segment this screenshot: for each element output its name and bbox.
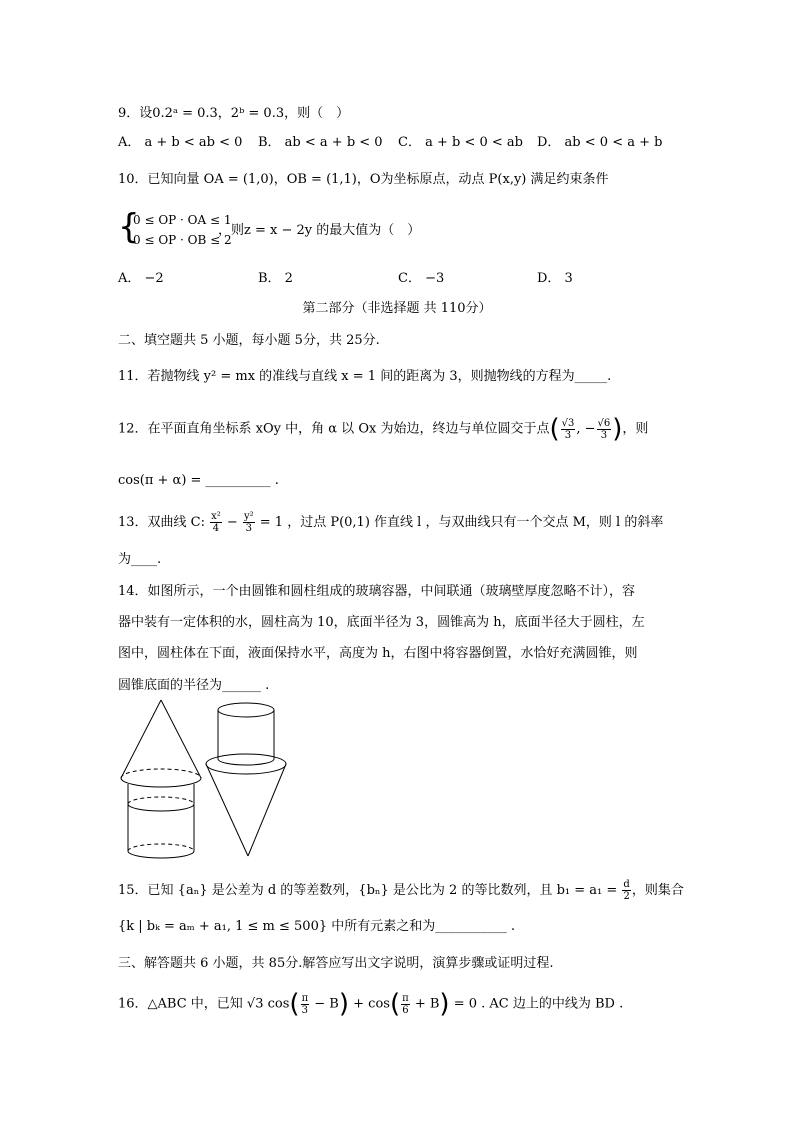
water-level-back [128, 797, 194, 804]
q10-brace: { [118, 207, 140, 247]
q13-frac-x: $\frac{\text{x²}}{4}$ [211, 511, 221, 534]
q16-frac-1: $\frac{\pi}{3}$ [301, 992, 309, 1016]
section2-heading: 二、填空题共 5 小题，每小题 5分，共 25分. [118, 333, 380, 348]
q13-pre: 13．双曲线 C: [118, 515, 210, 530]
q10-option-a: A． −2 [118, 271, 164, 286]
q12-sign: , − [576, 421, 596, 437]
right-cone-edge [248, 764, 286, 856]
part2-title: 第二部分（非选择题 共 110分） [302, 301, 492, 316]
q9-option-b: B． ab < a + b < 0 [258, 135, 383, 150]
q14-line1: 14．如图所示，一个由圆锥和圆柱组成的玻璃容器，中间联通（玻璃壁厚度忽略不计），容 [118, 584, 636, 599]
q14-line2: 器中装有一定体积的水，圆柱高为 10，底面半径为 3，圆锥高为 h，底面半径大于圆柱，左 [118, 615, 645, 630]
q14-line4: 圆锥底面的半径为______ . [118, 678, 270, 693]
q12-line1 [118, 412, 648, 447]
q15-line1 [118, 876, 684, 906]
q15-line2: {k | bₖ = aₘ + a₁, 1 ≤ m ≤ 500} 中所有元素之和为___________ . [118, 919, 516, 934]
q16-frac-2: $\frac{\pi}{6}$ [402, 992, 409, 1016]
q13-line1 [118, 508, 663, 538]
cone-base-front [121, 778, 201, 787]
cone-base [206, 754, 286, 774]
left-container-figure [118, 696, 218, 864]
q16-pre: 16．△ABC 中，已知 √3 cos [118, 996, 290, 1012]
q10-option-d: D． 3 [537, 271, 573, 286]
q16: 16．△ABC 中，已知 √3 cos( $\frac{\pi}{3}$ − B) + cos( $\frac{\pi}{6}$ + B) = 0 . AC 边上的中线为 BD . [118, 989, 624, 1019]
q13-line2: 为____. [118, 552, 162, 567]
q10-stem: 10．已知向量 OA = (1,0)，OB = (1,1)，O为坐标原点，动点 P(x,y) 满足约束条件 [118, 172, 609, 187]
q13-minus: − [222, 515, 242, 530]
q10-option-b: B． 2 [258, 271, 293, 286]
left-cone-edge [206, 764, 248, 856]
q10-tail: ，则z = x − 2y 的最大值为（ ） [218, 223, 421, 238]
q12-frac-y: $\frac{√6}{3}$ [597, 417, 611, 441]
q10-option-c: C． −3 [398, 271, 445, 286]
cylinder-bottom-back [128, 844, 194, 851]
right-container-figure [204, 696, 304, 864]
q12-tail: ，则 [622, 421, 649, 437]
q10-condition-1: 0 ≤ OP · OA ≤ 1 [133, 213, 232, 227]
q12-line2: cos(π + α) = __________ . [118, 473, 279, 488]
q13-post: = 1 ，过点 P(0,1) 作直线 l ，与双曲线只有一个交点 M，则 l 的斜率 [255, 515, 664, 530]
q14-line3: 图中，圆柱体在下面，液面保持水平，高度为 h，右图中将容器倒置，水恰好充满圆锥，则 [118, 646, 638, 661]
q12-paren-open: ( [549, 414, 560, 444]
cylinder-bottom-front [128, 851, 194, 858]
q12-stem: 12．在平面直角坐标系 xOy 中，角 α 以 Ox 为始边，终边与单位圆交于点 [118, 421, 550, 437]
q15-pre: 15．已知 {aₙ} 是公差为 d 的等差数列，{bₙ} 是公比为 2 的等比数列，且 b₁ = a₁ = [118, 883, 622, 898]
q15-post: ，则集合 [631, 883, 684, 898]
q11: 11．若抛物线 y² = mx 的准线与直线 x = 1 间的距离为 3，则抛物线的方程为_____. [118, 369, 612, 384]
q10-condition-2: 0 ≤ OP · OB ≤ 2 [133, 233, 232, 247]
cone-base-back [121, 769, 201, 778]
left-cone-edge [121, 700, 161, 778]
right-cone-edge [161, 700, 201, 778]
q13-frac-y: $\frac{\text{y²}}{3}$ [243, 511, 254, 534]
q12-paren-close: ) [612, 414, 623, 444]
water-level-front [128, 804, 194, 811]
q9-option-c: C． a + b < 0 < ab [398, 135, 523, 150]
cylinder-bottom-front [218, 759, 274, 765]
section3-heading: 三、解答题共 6 小题，共 85分.解答应写出文字说明，演算步骤或证明过程. [118, 956, 554, 971]
q12-frac-x: $\frac{√3}{3}$ [561, 417, 575, 441]
q9-option-d: D． ab < 0 < a + b [537, 135, 663, 150]
q9-option-a: A． a + b < ab < 0 [118, 135, 243, 150]
q15-frac: $\frac{d}{2}$ [623, 879, 630, 902]
q9-stem: 9．设0.2ᵃ = 0.3，2ᵇ = 0.3，则（ ） [118, 106, 350, 121]
cylinder-top [218, 703, 274, 717]
